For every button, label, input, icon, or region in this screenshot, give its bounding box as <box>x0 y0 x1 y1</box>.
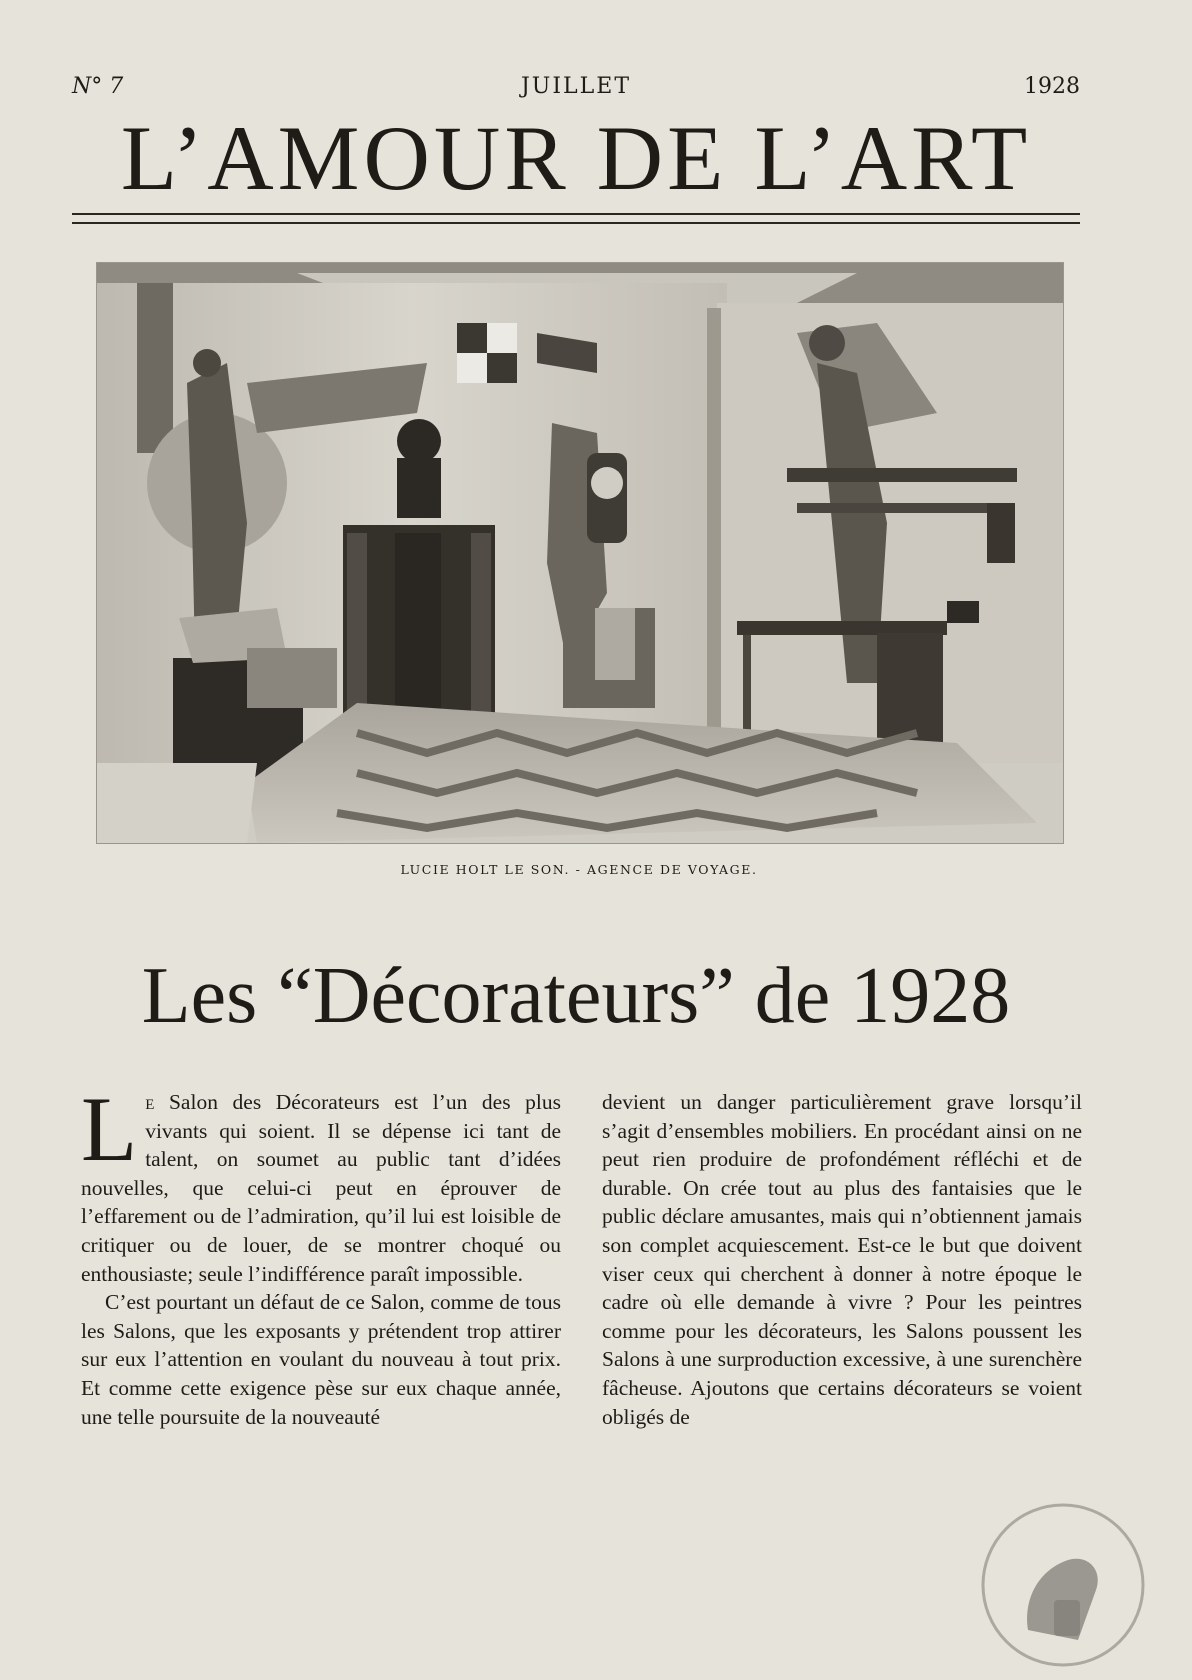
issue-year: 1928 <box>1024 74 1080 99</box>
masthead-title: L’AMOUR DE L’ART <box>120 107 1032 209</box>
article-column-right <box>602 1088 1082 1488</box>
masthead-rule-bottom <box>72 222 1080 224</box>
masthead-rule-top <box>72 213 1080 215</box>
photo-caption: LUCIE HOLT LE SON. - AGENCE DE VOYAGE. <box>400 862 758 877</box>
interior-photograph-drawing <box>97 263 1063 843</box>
paragraph-2: C’est pourtant un défaut de ce Salon, comme de tous les Salons, que les exposants y prétendent trop attirer sur eux l’attention en voulant du nouveau à tout prix. Et comme cette exigence pèse sur eux chaque année, une telle poursuite de la nouveauté <box>81 1290 561 1429</box>
article-title: Les “Décorateurs” de 1928 <box>141 952 1011 1040</box>
interior-photograph <box>96 262 1064 844</box>
paragraph-1: Salon des Décorateurs est l’un des plus vivants qui soient. Il se dépense ici tant de talent, on soumet au public tant d’idées nouvelles, que celui-ci peut en éprouver de l’effarement ou de l’admiration, qu’il lui est loisible de critiquer ou de louer, de se montrer choqué ou enthousiaste; seule l’indifférence paraît impossible. <box>81 1090 561 1286</box>
issue-month: JUILLET <box>520 74 631 99</box>
first-word-rest: e <box>145 1090 155 1114</box>
drop-cap: L <box>81 1088 138 1180</box>
article-column-left <box>81 1088 561 1488</box>
paragraph-3: devient un danger particulièrement grave lorsqu’il s’agit d’ensembles mobiliers. En procédant ainsi on ne peut rien produire de profondément réfléchi et de durable. On crée tout au plus des fantaisies que le public déclare amusantes, mais qui n’obtiennent jamais son complet acquiescement. Est-ce le but que doivent viser ceux qui cherchent à donner à notre époque le cadre où elle demande à vivre ? Pour les peintres comme pour les décorateurs, les Salons poussent les Salons à une surproduction excessive, à une surenchère fâcheuse. Ajoutons que certains décorateurs se voient obligés de <box>602 1090 1082 1429</box>
library-stamp-icon <box>968 1490 1158 1680</box>
header-line <box>72 74 1080 104</box>
issue-number: N° 7 <box>72 74 124 99</box>
